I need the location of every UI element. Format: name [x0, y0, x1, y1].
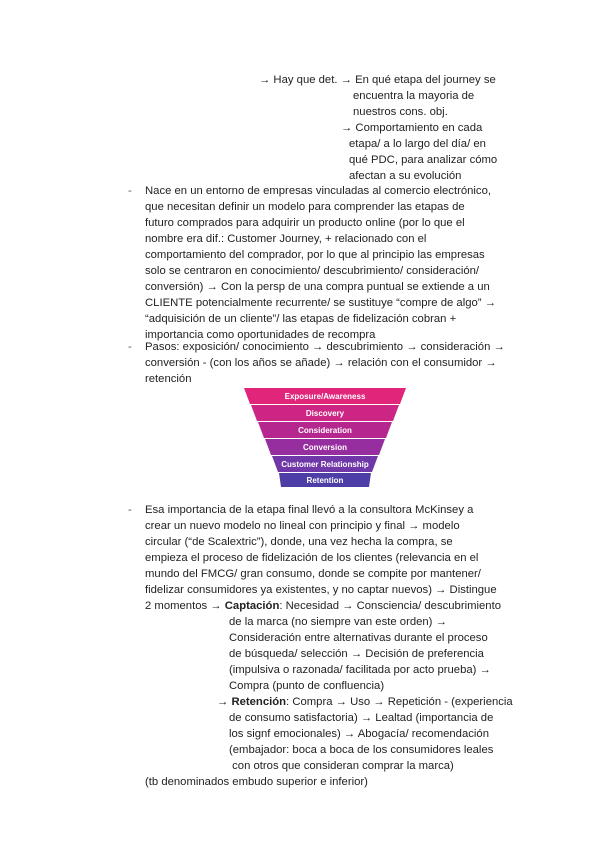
captacion-label: Captación	[224, 600, 280, 612]
captacion-line-6: Compra (punto de confluencia)	[229, 680, 385, 692]
captacion-line-4: de búsqueda/ selección → Decisión de preferencia	[229, 648, 484, 660]
funnel-label-discovery: Discovery	[305, 409, 345, 418]
top-line-7: afectan a su evolución	[349, 170, 462, 182]
bullet1-line-8: CLIENTE potencialmente recurrente/ se sustituye “compre de algo” →	[145, 297, 496, 309]
bullet-marker-1: -	[128, 185, 132, 197]
funnel-label-relationship: Customer Relationship	[281, 460, 369, 469]
top-line-3: nuestros cons. obj.	[353, 106, 448, 118]
bullet3-line-1: Esa importancia de la etapa final llevó a la consultora McKinsey a	[145, 504, 474, 516]
funnel-label-consideration: Consideration	[298, 426, 352, 435]
bullet3-line-5: mundo del FMCG/ gran consumo, donde se compite por mantener/	[145, 568, 481, 580]
retencion-label: Retención	[231, 696, 287, 708]
top-line-4: → Comportamiento en cada	[341, 122, 483, 134]
footer-note: (tb denominados embudo superior e inferior)	[145, 776, 368, 788]
top-line-1: → Hay que det. → En qué etapa del journey se	[259, 74, 496, 86]
captacion-row	[145, 598, 501, 614]
bullet1-line-3: futuro comprados para adquirir un producto online (por lo que el	[145, 217, 465, 229]
bullet1-line-6: solo se centraron en conocimiento/ descubrimiento/ consideración/	[145, 265, 480, 277]
moments-prefix: 2 momentos →	[145, 600, 225, 612]
bullet-marker-2: -	[128, 341, 132, 353]
top-line-2: encuentra la mayoria de	[353, 90, 475, 102]
bullet3-line-2: crear un nuevo modelo no lineal con principio y final → modelo	[145, 520, 460, 532]
funnel-label-conversion: Conversion	[302, 443, 348, 452]
bullet1-line-7: conversión) → Con la persp de una compra puntual se extiende a un	[145, 281, 490, 293]
bullet1-line-4: nombre era dif.: Customer Journey, + relacionado con el	[145, 233, 427, 245]
bullet1-line-9: “adquisición de un cliente”/ las etapas de fidelización cobran +	[145, 313, 457, 325]
retencion-line-2: de consumo satisfactoria) → Lealtad (importancia de	[229, 712, 494, 724]
captacion-line-1: : Necesidad → Consciencia/ descubrimiento	[279, 600, 502, 612]
bullet1-line-10: importancia como oportunidades de recompra	[145, 329, 376, 341]
retencion-line-3: los signf emocionales) → Abogacía/ recomendación	[229, 728, 489, 740]
bullet1-line-1: Nace en un entorno de empresas vinculadas al comercio electrónico,	[145, 185, 492, 197]
bullet2-line-3: retención	[145, 373, 192, 385]
funnel-label-retention: Retention	[306, 476, 344, 485]
bullet2-line-1: Pasos: exposición/ conocimiento → descubrimiento → consideración →	[145, 341, 505, 353]
top-line-5: etapa/ a lo largo del día/ en	[349, 138, 486, 150]
top-line-6: qué PDC, para analizar cómo	[349, 154, 498, 166]
bullet1-line-5: comportamiento del comprador, por lo que al principio las empresas	[145, 249, 485, 261]
retencion-line-1: : Compra → Uso → Repetición - (experiencia	[286, 696, 513, 708]
retencion-line-4: (embajador: boca a boca de los consumidores leales	[229, 744, 494, 756]
captacion-line-5: (impulsiva o razonada/ facilitada por acto prueba) →	[229, 664, 491, 676]
bullet2-line-2: conversión - (con los años se añade) → relación con el consumidor →	[145, 357, 497, 369]
bullet3-line-6: fidelizar consumidores ya existentes, y no captar nuevos) → Distingue	[145, 584, 497, 596]
bullet3-line-4: empieza el proceso de fidelización de los clientes (relevancia en el	[145, 552, 479, 564]
retencion-prefix: →	[217, 696, 232, 708]
retencion-line-5: con otros que consideran comprar la marca)	[229, 760, 454, 772]
funnel-label-exposure: Exposure/Awareness	[284, 392, 366, 401]
bullet1-line-2: que necesitan definir un modelo para comprender las etapas de	[145, 201, 465, 213]
captacion-line-2: de la marca (no siempre van este orden) →	[229, 616, 447, 628]
retencion-row	[217, 694, 513, 710]
bullet3-line-3: circular (“de Scalextric”), donde, una vez hecha la compra, se	[145, 536, 453, 548]
funnel-diagram	[244, 388, 406, 488]
captacion-line-3: Consideración entre alternativas durante el proceso	[229, 632, 488, 644]
bullet-marker-3: -	[128, 504, 132, 516]
